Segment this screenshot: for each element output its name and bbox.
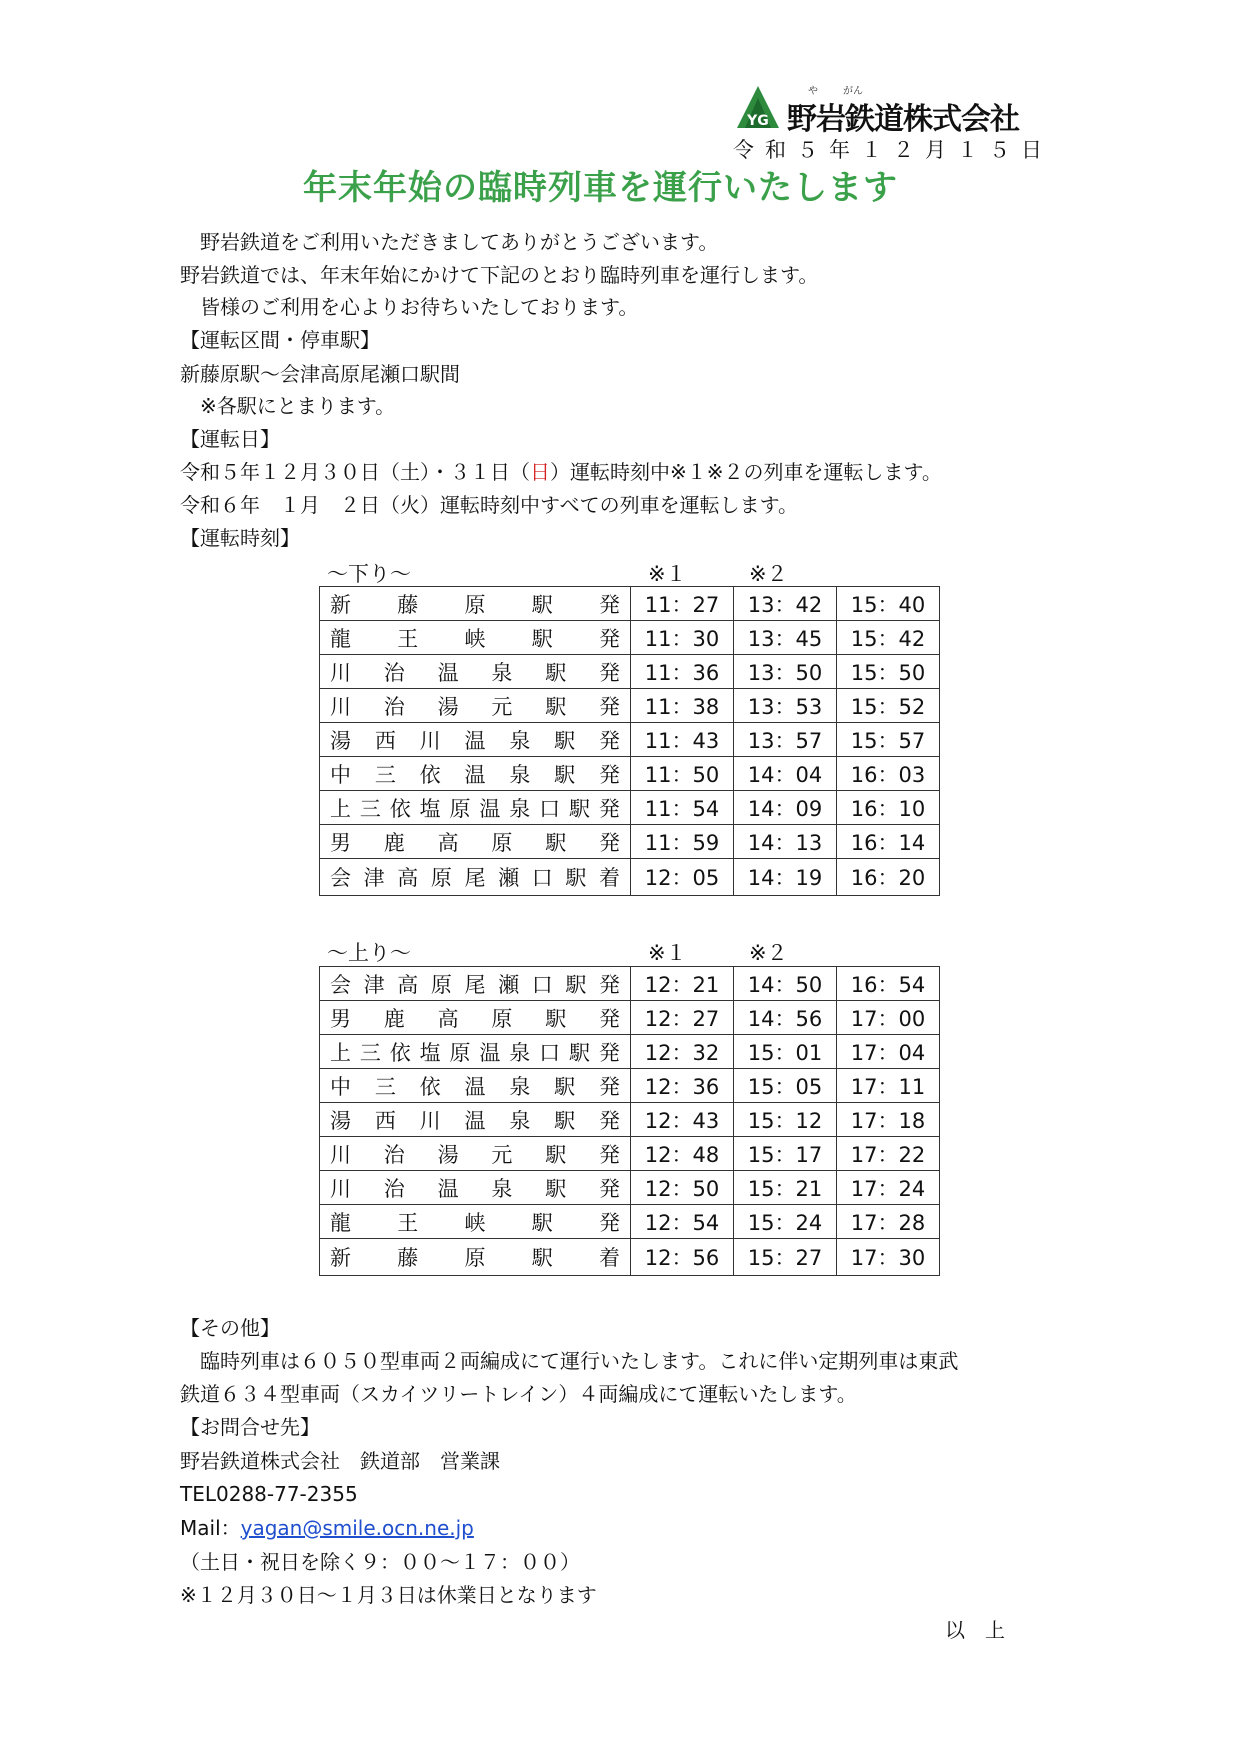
station-cell bbox=[320, 1171, 631, 1205]
contact-heading: 【お問合せ先】 bbox=[180, 1415, 320, 1439]
time-cell: 17：24 bbox=[837, 1171, 940, 1205]
time-cell: 13：57 bbox=[734, 723, 837, 757]
time-cell: 16：20 bbox=[837, 859, 940, 896]
time-cell: 17：30 bbox=[837, 1239, 940, 1276]
time-cell: 17：00 bbox=[837, 1001, 940, 1035]
timetable-row bbox=[320, 791, 940, 825]
station-cell bbox=[320, 723, 631, 757]
time-cell: 15：05 bbox=[734, 1069, 837, 1103]
intro-line-3: 皆様のご利用を心よりお待ちいたしております。 bbox=[180, 295, 639, 319]
time-cell: 11：43 bbox=[631, 723, 734, 757]
station-name: 川 治 湯 元 駅 発 bbox=[330, 1142, 620, 1167]
time-cell: 13：53 bbox=[734, 689, 837, 723]
timetable-row bbox=[320, 1069, 940, 1103]
station-cell bbox=[320, 1069, 631, 1103]
contact-mail-label: Mail： bbox=[180, 1516, 241, 1540]
dates-line-2: 令和６年 １月 ２日（火）運転時刻中すべての列車を運転します。 bbox=[180, 493, 798, 517]
sunday-marker: 日 bbox=[530, 460, 550, 484]
station-name: 川 治 温 泉 駅 発 bbox=[330, 1176, 620, 1201]
station-cell bbox=[320, 1205, 631, 1239]
logo-ruby-gan: がん bbox=[843, 86, 863, 97]
time-cell: 14：09 bbox=[734, 791, 837, 825]
timetable-row bbox=[320, 689, 940, 723]
time-cell: 12：05 bbox=[631, 859, 734, 896]
station-name: 龍 王 峡 駅 発 bbox=[330, 1210, 620, 1235]
time-cell: 14：19 bbox=[734, 859, 837, 896]
time-cell: 15：24 bbox=[734, 1205, 837, 1239]
other-line-1: 臨時列車は６０５０型車両２両編成にて運行いたします。これに伴い定期列車は東武 bbox=[180, 1349, 959, 1373]
time-cell: 15：50 bbox=[837, 655, 940, 689]
time-cell: 17：28 bbox=[837, 1205, 940, 1239]
time-cell: 14：04 bbox=[734, 757, 837, 791]
time-cell: 13：45 bbox=[734, 621, 837, 655]
timetable-row bbox=[320, 1205, 940, 1239]
time-cell: 12：50 bbox=[631, 1171, 734, 1205]
time-cell: 13：50 bbox=[734, 655, 837, 689]
station-cell bbox=[320, 859, 631, 896]
route-text: 新藤原駅～会津高原尾瀬口駅間 bbox=[180, 362, 460, 386]
time-cell: 11：30 bbox=[631, 621, 734, 655]
dates-line-1-a: 令和５年１２月３０日（土）・３１日（ bbox=[180, 460, 530, 484]
document-title: 年末年始の臨時列車を運行いたします bbox=[303, 168, 898, 208]
time-cell: 16：54 bbox=[837, 967, 940, 1001]
time-cell: 17：18 bbox=[837, 1103, 940, 1137]
time-cell: 12：27 bbox=[631, 1001, 734, 1035]
timetable-row bbox=[320, 1035, 940, 1069]
timetable-row bbox=[320, 1171, 940, 1205]
station-name: 会 津 高 原 尾 瀬 口 駅 発 bbox=[330, 972, 620, 997]
time-cell: 16：10 bbox=[837, 791, 940, 825]
timetable-row bbox=[320, 967, 940, 1001]
station-name: 湯 西 川 温 泉 駅 発 bbox=[330, 1108, 620, 1133]
time-cell: 15：57 bbox=[837, 723, 940, 757]
down-mark-1: ※１ bbox=[648, 562, 687, 586]
time-cell: 11：27 bbox=[631, 587, 734, 621]
station-name: 上 三 依 塩 原 温 泉 口 駅 発 bbox=[330, 796, 620, 821]
time-cell: 12：36 bbox=[631, 1069, 734, 1103]
timetable-row bbox=[320, 621, 940, 655]
station-name: 会 津 高 原 尾 瀬 口 駅 着 bbox=[330, 866, 620, 890]
down-timetable bbox=[319, 586, 940, 896]
station-cell bbox=[320, 825, 631, 859]
timetable-row bbox=[320, 825, 940, 859]
time-cell: 17：11 bbox=[837, 1069, 940, 1103]
contact-mail-link[interactable]: yagan@smile.ocn.ne.jp bbox=[240, 1516, 474, 1540]
station-cell bbox=[320, 967, 631, 1001]
intro-line-2: 野岩鉄道では、年末年始にかけて下記のとおり臨時列車を運行します。 bbox=[180, 263, 819, 287]
timetable-row bbox=[320, 859, 940, 896]
timetable-row bbox=[320, 723, 940, 757]
up-mark-2: ※２ bbox=[749, 941, 788, 965]
contact-org: 野岩鉄道株式会社 鉄道部 営業課 bbox=[180, 1449, 500, 1473]
time-cell: 15：12 bbox=[734, 1103, 837, 1137]
time-cell: 14：13 bbox=[734, 825, 837, 859]
time-cell: 11：54 bbox=[631, 791, 734, 825]
down-mark-2: ※２ bbox=[749, 562, 788, 586]
time-cell: 15：27 bbox=[734, 1239, 837, 1276]
up-caption: ～上り～ bbox=[327, 941, 411, 965]
up-timetable bbox=[319, 966, 940, 1276]
time-cell: 14：50 bbox=[734, 967, 837, 1001]
time-cell: 12：54 bbox=[631, 1205, 734, 1239]
up-mark-1: ※１ bbox=[648, 941, 687, 965]
time-cell: 16：03 bbox=[837, 757, 940, 791]
timetable-row bbox=[320, 757, 940, 791]
time-cell: 15：21 bbox=[734, 1171, 837, 1205]
times-heading: 【運転時刻】 bbox=[180, 526, 300, 550]
contact-hours: （土日・祝日を除く９：００～１７：００） bbox=[180, 1550, 580, 1574]
time-cell: 12：56 bbox=[631, 1239, 734, 1276]
timetable-row bbox=[320, 587, 940, 621]
time-cell: 12：43 bbox=[631, 1103, 734, 1137]
timetable-row bbox=[320, 655, 940, 689]
time-cell: 12：32 bbox=[631, 1035, 734, 1069]
time-cell: 11：38 bbox=[631, 689, 734, 723]
timetable-row bbox=[320, 1103, 940, 1137]
dates-line-1-b: ）運転時刻中※１※２の列車を運転します。 bbox=[550, 460, 942, 484]
closing: 以 上 bbox=[945, 1618, 1005, 1642]
station-name: 中 三 依 温 泉 駅 発 bbox=[330, 762, 620, 787]
company-logo bbox=[735, 82, 1045, 137]
station-cell bbox=[320, 621, 631, 655]
station-cell bbox=[320, 1035, 631, 1069]
company-logo-text: 野岩鉄道株式会社 bbox=[787, 102, 1019, 137]
time-cell: 16：14 bbox=[837, 825, 940, 859]
logo-ruby-ya: や bbox=[808, 86, 818, 97]
dates-line-1 bbox=[180, 460, 942, 484]
station-name: 新 藤 原 駅 着 bbox=[330, 1246, 620, 1270]
time-cell: 17：22 bbox=[837, 1137, 940, 1171]
station-name: 龍 王 峡 駅 発 bbox=[330, 626, 620, 651]
issue-date: 令和５年１２月１５日 bbox=[733, 138, 1053, 162]
station-cell bbox=[320, 689, 631, 723]
station-name: 湯 西 川 温 泉 駅 発 bbox=[330, 728, 620, 753]
time-cell: 12：21 bbox=[631, 967, 734, 1001]
timetable-row bbox=[320, 1001, 940, 1035]
time-cell: 15：17 bbox=[734, 1137, 837, 1171]
dates-heading: 【運転日】 bbox=[180, 427, 280, 451]
time-cell: 14：56 bbox=[734, 1001, 837, 1035]
station-name: 川 治 湯 元 駅 発 bbox=[330, 694, 620, 719]
timetable-row bbox=[320, 1137, 940, 1171]
station-name: 中 三 依 温 泉 駅 発 bbox=[330, 1074, 620, 1099]
time-cell: 11：59 bbox=[631, 825, 734, 859]
intro-line-1: 野岩鉄道をご利用いただきましてありがとうございます。 bbox=[180, 230, 719, 254]
route-note: ※各駅にとまります。 bbox=[180, 394, 396, 418]
company-logo-mark bbox=[735, 84, 781, 130]
contact-holiday: ※１２月３０日～１月３日は休業日となります bbox=[180, 1583, 597, 1607]
time-cell: 12：48 bbox=[631, 1137, 734, 1171]
logo-mark-letters: YG bbox=[747, 113, 769, 129]
station-name: 上 三 依 塩 原 温 泉 口 駅 発 bbox=[330, 1040, 620, 1065]
route-heading: 【運転区間・停車駅】 bbox=[180, 328, 380, 352]
time-cell: 11：36 bbox=[631, 655, 734, 689]
timetable-row bbox=[320, 1239, 940, 1276]
station-name: 男 鹿 高 原 駅 発 bbox=[330, 1006, 620, 1031]
down-caption: ～下り～ bbox=[327, 562, 411, 586]
contact-mail-line bbox=[180, 1516, 474, 1540]
time-cell: 13：42 bbox=[734, 587, 837, 621]
time-cell: 15：01 bbox=[734, 1035, 837, 1069]
time-cell: 11：50 bbox=[631, 757, 734, 791]
station-name: 川 治 温 泉 駅 発 bbox=[330, 660, 620, 685]
station-cell bbox=[320, 791, 631, 825]
station-cell bbox=[320, 1137, 631, 1171]
station-cell bbox=[320, 655, 631, 689]
station-name: 男 鹿 高 原 駅 発 bbox=[330, 830, 620, 855]
other-line-2: 鉄道６３４型車両（スカイツリートレイン）４両編成にて運転いたします。 bbox=[180, 1382, 857, 1406]
station-cell bbox=[320, 757, 631, 791]
station-cell bbox=[320, 587, 631, 621]
station-cell bbox=[320, 1103, 631, 1137]
time-cell: 15：52 bbox=[837, 689, 940, 723]
station-cell bbox=[320, 1001, 631, 1035]
time-cell: 15：42 bbox=[837, 621, 940, 655]
station-name: 新 藤 原 駅 発 bbox=[330, 592, 620, 617]
time-cell: 15：40 bbox=[837, 587, 940, 621]
contact-tel: TEL0288-77-2355 bbox=[180, 1482, 358, 1506]
station-cell bbox=[320, 1239, 631, 1276]
other-heading: 【その他】 bbox=[180, 1316, 280, 1340]
time-cell: 17：04 bbox=[837, 1035, 940, 1069]
